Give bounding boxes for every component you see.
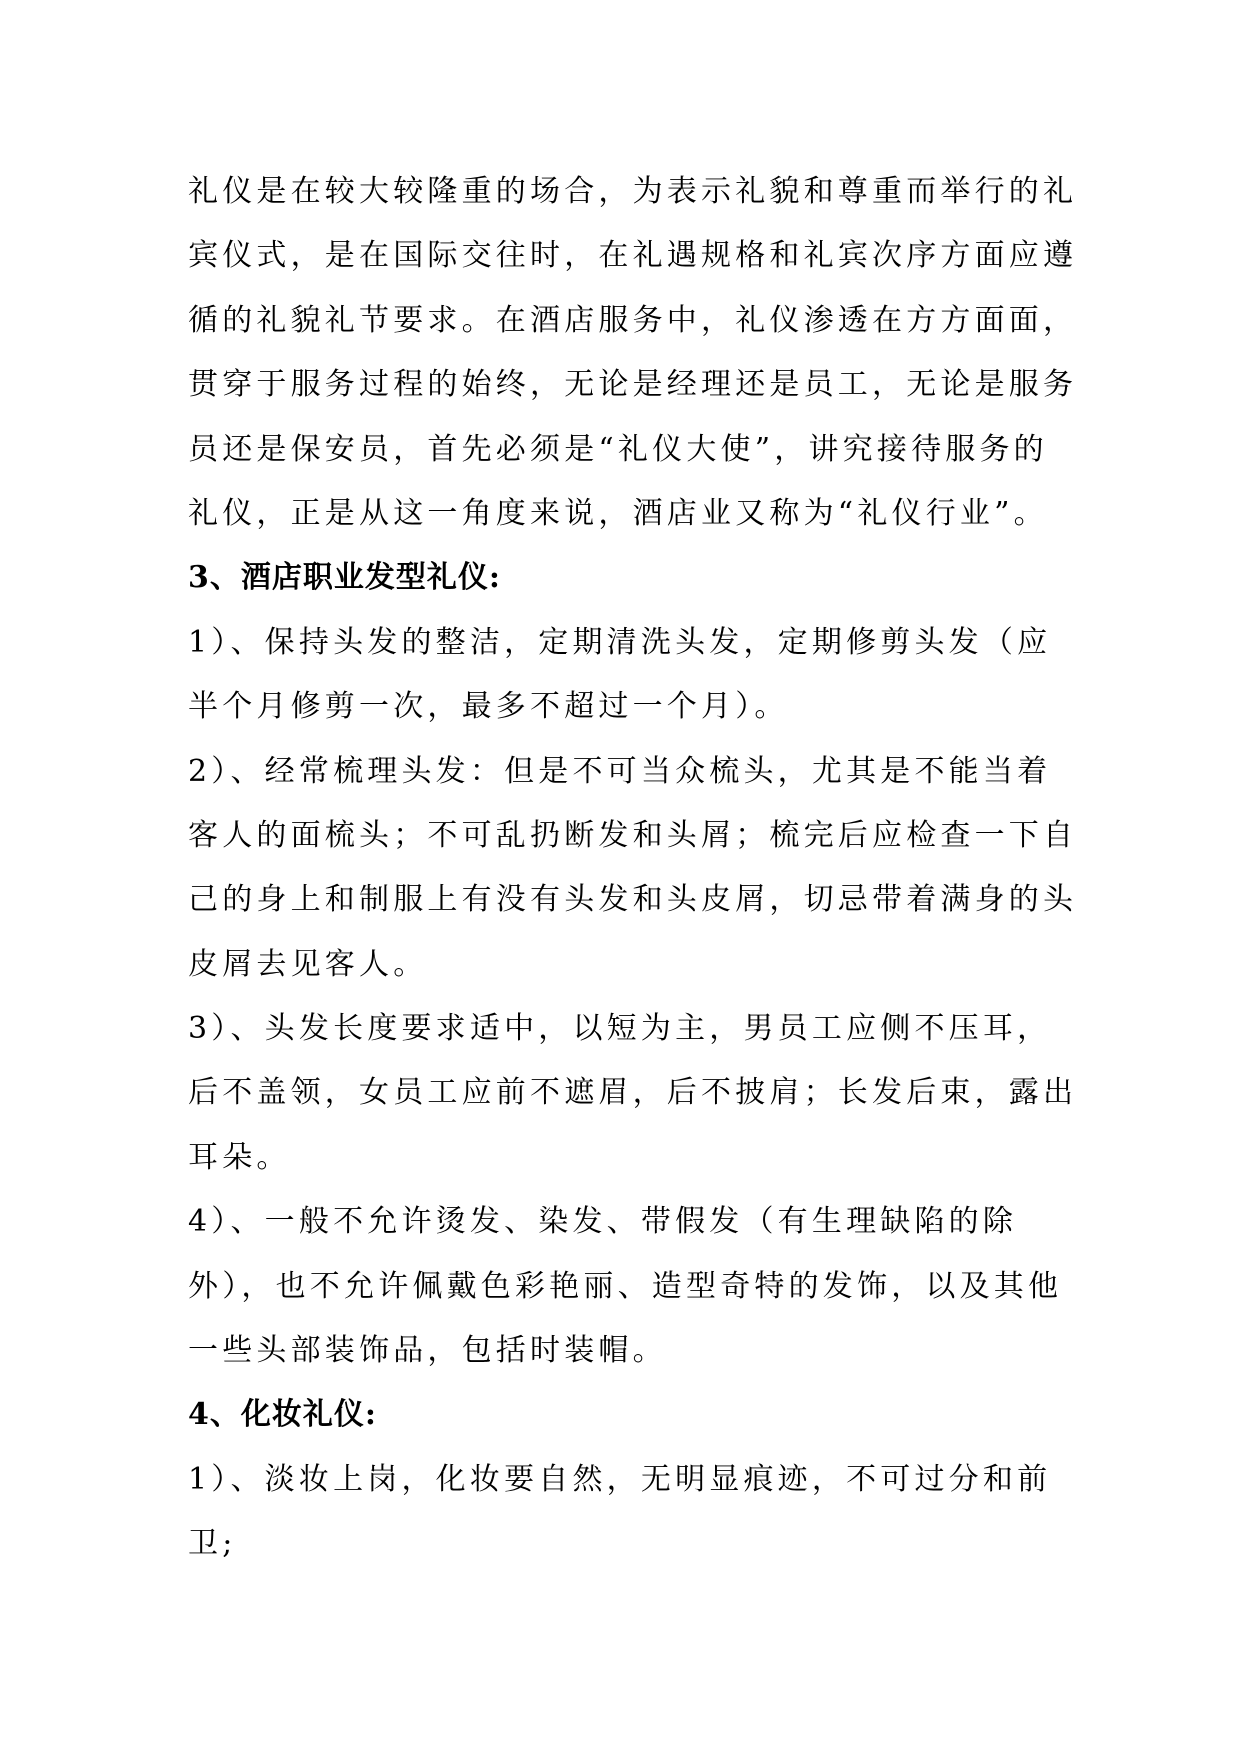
paragraph-line: 1）、保持头发的整洁，定期清洗头发，定期修剪头发（应 (188, 624, 1052, 660)
paragraph-line: 客人的面梳头；不可乱扔断发和头屑；梳完后应检查一下自 (188, 817, 1078, 853)
paragraph-line: 耳朵。 (188, 1139, 291, 1175)
paragraph-line: 贯穿于服务过程的始终，无论是经理还是员工，无论是服务 (188, 367, 1078, 403)
document-body (188, 160, 1078, 1577)
paragraph-line: 礼仪是在较大较隆重的场合，为表示礼貌和尊重而举行的礼 (188, 174, 1078, 209)
paragraph-line: 1）、淡妆上岗，化妆要自然，无明显痕迹，不可过分和前 (188, 1461, 1052, 1497)
paragraph-line: 礼仪，正是从这一角度来说，酒店业又称为“礼仪行业”。 (188, 495, 1048, 531)
paragraph-line: 卫; (188, 1526, 237, 1562)
paragraph-line: 外），也不允许佩戴色彩艳丽、造型奇特的发饰，以及其他 (188, 1268, 1063, 1304)
paragraph-line: 4）、一般不允许烫发、染发、带假发（有生理缺陷的除 (188, 1204, 1018, 1240)
paragraph-line: 半个月修剪一次，最多不超过一个月）。 (188, 689, 789, 725)
paragraph-line: 己的身上和制服上有没有头发和头皮屑，切忌带着满身的头 (188, 882, 1078, 918)
paragraph-line: 一些头部装饰品，包括时装帽。 (188, 1333, 667, 1369)
paragraph-line: 2）、经常梳理头发：但是不可当众梳头，尤其是不能当着 (188, 753, 1052, 789)
paragraph-line: 3）、头发长度要求适中，以短为主，男员工应侧不压耳， (188, 1011, 1052, 1047)
paragraph-line: 员还是保安员，首先必须是“礼仪大使”，讲究接待服务的 (188, 431, 1048, 467)
section-heading: 3、酒店职业发型礼仪: (188, 560, 501, 596)
paragraph-line: 后不盖领，女员工应前不遮眉，后不披肩；长发后束，露出 (188, 1075, 1078, 1111)
paragraph-line: 宾仪式，是在国际交往时，在礼遇规格和礼宾次序方面应遵 (188, 238, 1078, 274)
paragraph-line: 皮屑去见客人。 (188, 946, 428, 982)
section-heading: 4、化妆礼仪: (188, 1397, 377, 1433)
paragraph-line: 循的礼貌礼节要求。在酒店服务中，礼仪渗透在方方面面， (188, 302, 1078, 338)
